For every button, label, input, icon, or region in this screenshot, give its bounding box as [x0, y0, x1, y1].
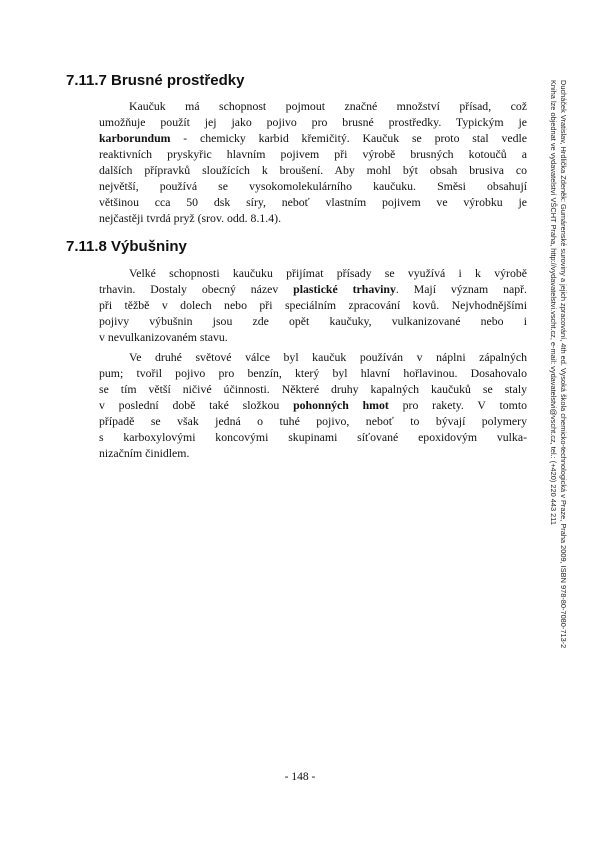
- text-line: pojivy výbušnin jsou zde opět kaučuky, vulkanizované nebo i: [99, 314, 527, 328]
- order-info-line: Kniha lze objednat ve vydavatelství VŠCHT Praha, http://vydavatelstvi.vscht.cz, e-mail: vydavatelstvi@vscht.cz, tel.: (+420) 220 443 211: [549, 80, 558, 525]
- text-line: s karboxylovými koncovými skupinami síťované epoxidovým vulka-: [99, 430, 527, 444]
- section-heading-brusne-prostredky: 7.11.7 Brusné prostředky: [66, 72, 245, 89]
- paragraph-vybusniny-1: [99, 265, 527, 345]
- text-line: v poslední době také složkou pohonných hmot pro rakety. V tomto: [99, 398, 527, 412]
- bold-term: plastické trhaviny: [293, 282, 396, 296]
- text-line: trhavin. Dostaly obecný název plastické trhaviny. Mají význam např.: [99, 282, 527, 296]
- text-line: při těžbě v dolech nebo při speciálním zpracování kovů. Nejvhodnějšími: [99, 298, 527, 312]
- text-line: reaktivních pryskyřic hlavním pojivem při výrobě brusných kotoučů a: [99, 147, 527, 161]
- text-line: umožňuje použít jej jako pojivo pro brusné prostředky. Typickým je: [99, 115, 527, 129]
- section-heading-vybusniny: 7.11.8 Výbušniny: [66, 238, 187, 255]
- text-line: v nevulkanizovaném stavu.: [99, 330, 228, 344]
- bold-term: pohonných hmot: [293, 398, 389, 412]
- text-line: nejčastěji tvrdá pryž (srov. odd. 8.1.4).: [99, 211, 282, 225]
- text-line: dalších přípravků sloužících k broušení. Aby mohl být obsah brusiva co: [99, 163, 527, 177]
- paragraph-vybusniny-2: [99, 349, 527, 461]
- text-line: Velké schopnosti kaučuku přijímat přísady se využívá i k výrobě: [129, 266, 527, 280]
- bold-term: karborundum: [99, 131, 171, 145]
- citation-sidebar: [546, 80, 568, 649]
- text-line: pum; tvořil pojivo pro benzín, který byl hlavní hořlavinou. Dosahovalo: [99, 366, 527, 380]
- text-line: karborundum - chemicky karbid křemičitý. Kaučuk se proto stal vedle: [99, 131, 527, 145]
- text-line: nizačním činidlem.: [99, 446, 190, 460]
- text-line: největší, používá se vysokomolekulárního kaučuku. Směsi obsahují: [99, 179, 527, 193]
- text-line: Kaučuk má schopnost pojmout značné množství přísad, což: [129, 99, 527, 113]
- text-line: většinou cca 50 dsk síry, neboť vlastním pojivem ve výrobku je: [99, 195, 527, 209]
- page-number: - 148 -: [284, 771, 316, 783]
- text-line: Ve druhé světové válce byl kaučuk používán v náplni zápalných: [129, 350, 527, 364]
- text-line: případě se však jedná o tuhé pojivo, neboť to bývají polymery: [99, 414, 527, 428]
- citation-line: Ducháček Vratislav, Hrdlička Zdeněk: Gumárenské suroviny a jejich zpracování, 4th ed. Vysoká škola chemicko-technologická v Praze, Praha 2009, ISBN 978-80-7080-713-2: [559, 80, 568, 649]
- text-line: se tím větší ničivé účinnosti. Některé druhy kapalných kaučuků se staly: [99, 382, 527, 396]
- paragraph-brusne-prostredky: [99, 98, 527, 226]
